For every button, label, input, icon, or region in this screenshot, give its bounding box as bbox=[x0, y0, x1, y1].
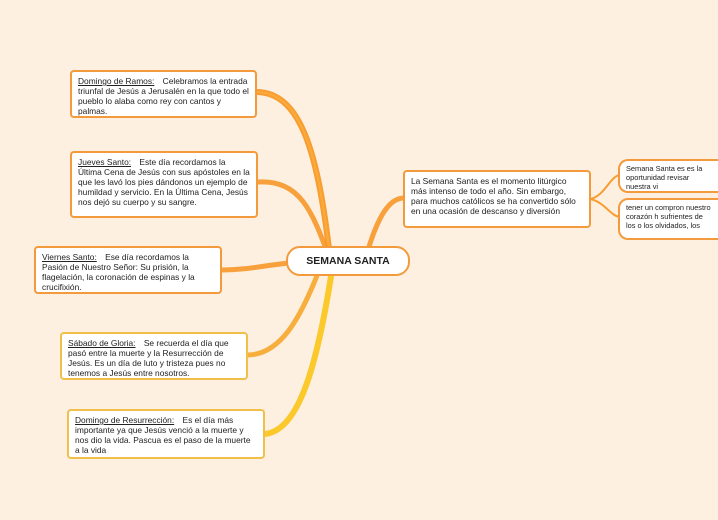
node-right-sub-1[interactable] bbox=[618, 159, 718, 193]
node-title: Viernes Santo: bbox=[42, 252, 97, 262]
node-domingo-ramos[interactable] bbox=[70, 70, 257, 118]
link-right-sub-2 bbox=[590, 199, 620, 217]
node-text: Este día recordamos la Última Cena de Jesús con sus apóstoles en la que les lavó los pies dándonos un ejemplo de humildad y servicio. En la Última Cena, Jesús nos dejó su cuerpo y su sangre. bbox=[78, 157, 250, 207]
central-topic[interactable]: SEMANA SANTA bbox=[286, 246, 410, 276]
node-text: Ese día recordamos la Pasión de Nuestro Señor: Su prisión, la flagelación, la coronación de espinas y la crucifixión. bbox=[42, 252, 195, 292]
link-right-sub-1 bbox=[590, 175, 620, 199]
node-right-sub-2[interactable] bbox=[618, 198, 718, 240]
node-sabado-gloria[interactable] bbox=[60, 332, 248, 380]
node-title: Jueves Santo: bbox=[78, 157, 132, 167]
link-sabado-gloria bbox=[247, 268, 320, 355]
node-text: La Semana Santa es el momento litúrgico más intenso de todo el año. Sin embargo, para muchos católicos se ha convertido sólo en una ocasión de descanso y diversión bbox=[411, 176, 576, 216]
node-text: Es el día más importante ya que Jesús venció a la muerte y nos dio la vida. Pascua es el paso de la muerte a la vida bbox=[75, 415, 251, 455]
link-domingo-resurreccion bbox=[264, 270, 332, 434]
link-right-main bbox=[368, 198, 404, 250]
node-title: Domingo de Resurrección: bbox=[75, 415, 175, 425]
node-domingo-resurreccion[interactable] bbox=[67, 409, 265, 459]
node-text: Celebramos la entrada triunfal de Jesús a Jerusalén en la que todo el pueblo lo alaba como rey con cantos y palmas. bbox=[78, 76, 249, 116]
node-jueves-santo[interactable] bbox=[70, 151, 258, 218]
node-title: Domingo de Ramos: bbox=[78, 76, 155, 86]
node-text: tener un compron nuestro corazón h sufrientes de los o los olvidados, los bbox=[626, 203, 711, 230]
node-title: Sábado de Gloria: bbox=[68, 338, 136, 348]
node-text: Se recuerda el día que pasó entre la muerte y la Resurrección de Jesús. Es un día de luto y tristeza pues no tenemos a Jesús entre nosotros. bbox=[68, 338, 229, 378]
node-right-main[interactable] bbox=[403, 170, 591, 228]
node-text: Semana Santa es es la oportunidad revisar nuestra vi bbox=[626, 164, 703, 191]
node-viernes-santo[interactable] bbox=[34, 246, 222, 294]
